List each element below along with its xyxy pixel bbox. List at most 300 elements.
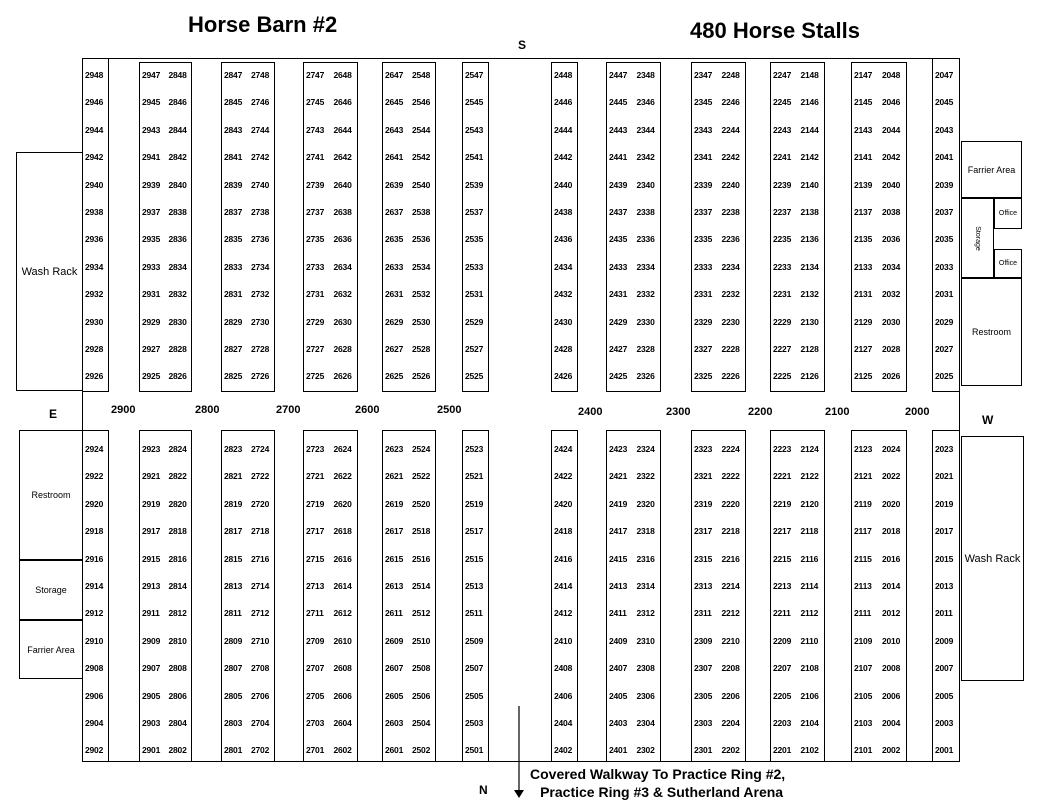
stall-number: 2416 [554, 553, 573, 564]
stall-number: 2007 [935, 663, 954, 674]
stall-column [606, 62, 661, 392]
stall-number: 2247 [773, 70, 792, 80]
stall-number: 2804 [168, 718, 187, 728]
stall-number: 2747 [306, 70, 325, 80]
stall-number: 2842 [168, 152, 187, 163]
stall-number: 2314 [636, 581, 655, 591]
stall-number: 2634 [333, 261, 352, 272]
stall-number: 2112 [800, 608, 819, 619]
stall-number: 2428 [554, 344, 573, 354]
stall-number: 2203 [773, 718, 792, 728]
stall-number: 2946 [85, 97, 104, 108]
stall-number: 2711 [306, 608, 324, 619]
stall-number: 2323 [694, 444, 713, 454]
stall-number: 2720 [251, 498, 270, 509]
stall-number: 2305 [694, 690, 713, 701]
stall-number: 2514 [412, 581, 431, 591]
stall-number: 2819 [224, 498, 243, 509]
stall-number: 2610 [333, 635, 352, 646]
stall-number: 2831 [224, 289, 243, 300]
stall-number: 2235 [773, 234, 792, 245]
stall-number: 2910 [85, 635, 104, 646]
stall-number: 2326 [636, 371, 655, 382]
stall-number: 2823 [224, 444, 243, 454]
stall-number: 2713 [306, 581, 325, 591]
stall-number: 2832 [168, 289, 187, 300]
stall-number: 2929 [142, 316, 161, 327]
stall-number: 2442 [554, 152, 573, 163]
aisle-label: 2800 [195, 404, 220, 416]
restroom-right-label: Restroom [971, 327, 1011, 337]
stall-number: 2045 [935, 97, 954, 108]
stall-number: 2208 [721, 663, 740, 674]
stall-number: 2429 [609, 316, 628, 327]
stall-number: 2025 [935, 371, 954, 382]
stall-number: 2130 [800, 316, 819, 327]
stall-number: 2616 [333, 553, 352, 564]
stall-number: 2731 [306, 289, 325, 300]
stall-number: 2507 [465, 663, 484, 674]
stall-number: 2719 [306, 498, 325, 509]
stall-number: 2903 [142, 718, 161, 728]
stall-number: 2717 [306, 526, 325, 537]
stall-number: 2635 [385, 234, 404, 245]
stall-number: 2205 [773, 690, 792, 701]
stall-number: 2307 [694, 663, 713, 674]
stall-number: 2841 [224, 152, 243, 163]
stall-number: 2317 [694, 526, 713, 537]
stall-number: 2919 [142, 498, 161, 509]
walkway-label-line1: Covered Walkway To Practice Ring #2, [530, 766, 786, 782]
stall-number: 2721 [306, 471, 325, 482]
stall-number: 2301 [694, 745, 713, 756]
stall-number: 2706 [251, 690, 270, 701]
restroom-left-label: Restroom [31, 490, 71, 500]
stall-number: 2818 [168, 526, 187, 537]
stall-number: 2306 [636, 690, 655, 701]
stall-number: 2928 [85, 344, 104, 354]
stall-number: 2532 [412, 289, 431, 300]
stall-number: 2503 [465, 718, 484, 728]
stall-number: 2342 [636, 152, 655, 163]
stall-number: 2115 [854, 553, 872, 564]
stall-number: 2737 [306, 207, 325, 217]
stall-number: 2938 [85, 207, 104, 217]
stall-number: 2808 [168, 663, 187, 674]
compass-south: S [518, 38, 527, 52]
stall-number: 2937 [142, 207, 161, 217]
stall-number: 2834 [168, 261, 187, 272]
stall-number: 2129 [854, 316, 873, 327]
stall-number: 2412 [554, 608, 573, 619]
stall-column [382, 62, 436, 392]
stall-number: 2636 [333, 234, 352, 245]
stall-number: 2420 [554, 498, 573, 509]
stall-number: 2729 [306, 316, 325, 327]
stall-number: 2102 [800, 745, 819, 756]
stall-number: 2609 [385, 635, 404, 646]
stall-number: 2111 [854, 608, 872, 619]
stall-number: 2204 [721, 718, 740, 728]
stall-number: 2701 [306, 745, 325, 756]
stall-number: 2432 [554, 289, 573, 300]
stall-number: 2113 [854, 581, 872, 591]
stall-number: 2425 [609, 371, 628, 382]
stall-number: 2437 [609, 207, 628, 217]
stall-number: 2144 [800, 124, 819, 135]
stall-number: 2234 [721, 261, 740, 272]
stall-number: 2023 [935, 444, 954, 454]
stall-number: 2012 [882, 608, 901, 619]
stall-number: 2821 [224, 471, 243, 482]
stall-number: 2015 [935, 553, 954, 564]
stall-number: 2714 [251, 581, 270, 591]
stall-number: 2110 [800, 635, 819, 646]
office-top [994, 198, 1022, 229]
stall-number: 2020 [882, 498, 901, 509]
stall-number: 2931 [142, 289, 161, 300]
stall-number: 2013 [935, 581, 954, 591]
stall-number: 2623 [385, 444, 404, 454]
stall-number: 2223 [773, 444, 792, 454]
stall-number: 2417 [609, 526, 628, 537]
farrier-area-left [19, 620, 83, 679]
aisle-label: 2400 [578, 406, 603, 418]
stall-number: 2722 [251, 471, 270, 482]
stall-number: 2643 [385, 124, 404, 135]
stall-number: 2941 [142, 152, 161, 163]
stall-number: 2520 [412, 498, 431, 509]
stall-number: 2947 [142, 70, 161, 80]
stall-number: 2423 [609, 444, 628, 454]
stall-count-title: 480 Horse Stalls [690, 18, 860, 43]
aisle-label: 2300 [666, 406, 691, 418]
stall-number: 2216 [721, 553, 740, 564]
stall-number: 2447 [609, 70, 628, 80]
stall-number: 2213 [773, 581, 792, 591]
stall-number: 2835 [224, 234, 243, 245]
stall-number: 2920 [85, 498, 104, 509]
stall-number: 2626 [333, 371, 352, 382]
stall-number: 2404 [554, 718, 573, 728]
stall-number: 2411 [609, 608, 627, 619]
stall-number: 2439 [609, 179, 628, 190]
farrier-area-right-label: Farrier Area [967, 164, 1016, 175]
stall-number: 2740 [251, 179, 270, 190]
stall-number: 2646 [333, 97, 352, 108]
stall-number: 2942 [85, 152, 104, 163]
stall-number: 2518 [412, 526, 431, 537]
stall-number: 2435 [609, 234, 628, 245]
stall-number: 2908 [85, 663, 104, 674]
stall-number: 2014 [882, 581, 901, 591]
farrier-area-left-label: Farrier Area [27, 644, 75, 655]
stall-number: 2017 [935, 526, 954, 537]
stall-number: 2906 [85, 690, 104, 701]
stall-number: 2139 [854, 179, 873, 190]
stall-number: 2040 [882, 179, 901, 190]
stall-number: 2733 [306, 261, 325, 272]
stall-number: 2236 [721, 234, 740, 245]
stall-number: 2724 [251, 444, 270, 454]
stall-number: 2521 [465, 471, 484, 482]
stall-number: 2334 [636, 261, 655, 272]
stall-column [691, 62, 746, 392]
stall-number: 2922 [85, 471, 104, 482]
stall-number: 2909 [142, 635, 161, 646]
stall-number: 2136 [800, 234, 819, 245]
stall-column [551, 62, 578, 392]
stall-number: 2315 [694, 553, 713, 564]
stall-number: 2707 [306, 663, 325, 674]
stall-number: 2844 [168, 124, 187, 135]
stall-number: 2824 [168, 444, 187, 454]
stall-number: 2712 [251, 608, 270, 619]
storage-left [19, 560, 83, 620]
stall-number: 2148 [800, 70, 819, 80]
stall-number: 2319 [694, 498, 713, 509]
stall-number: 2814 [168, 581, 187, 591]
stall-number: 2732 [251, 289, 270, 300]
stall-number: 2125 [854, 371, 873, 382]
stall-number: 2619 [385, 498, 404, 509]
stall-number: 2438 [554, 207, 573, 217]
stall-number: 2302 [636, 745, 655, 756]
stall-number: 2710 [251, 635, 270, 646]
stall-number: 2923 [142, 444, 161, 454]
stall-number: 2401 [609, 745, 628, 756]
stall-number: 2536 [412, 234, 431, 245]
stall-number: 2201 [773, 745, 792, 756]
stall-number: 2434 [554, 261, 573, 272]
stall-column [462, 62, 489, 392]
stall-number: 2837 [224, 207, 243, 217]
aisle-label: 2200 [748, 406, 773, 418]
stall-number: 2744 [251, 124, 270, 135]
stall-number: 2215 [773, 553, 792, 564]
stall-number: 2448 [554, 70, 573, 80]
stall-number: 2107 [854, 663, 873, 674]
stall-number: 2901 [142, 745, 161, 756]
stall-number: 2210 [721, 635, 740, 646]
stall-number: 2332 [636, 289, 655, 300]
stall-number: 2716 [251, 553, 270, 564]
stall-number: 2445 [609, 97, 628, 108]
stall-number: 2628 [333, 344, 352, 354]
stall-number: 2828 [168, 344, 187, 354]
stall-number: 2313 [694, 581, 713, 591]
stall-number: 2408 [554, 663, 573, 674]
compass-north: N [479, 783, 488, 797]
stall-number: 2736 [251, 234, 270, 245]
stall-number: 2244 [721, 124, 740, 135]
stall-number: 2036 [882, 234, 901, 245]
wash-rack-right-label: Wash Rack [964, 552, 1021, 565]
stall-number: 2322 [636, 471, 655, 482]
stall-number: 2048 [882, 70, 901, 80]
stall-number: 2524 [412, 444, 431, 454]
stall-number: 2109 [854, 635, 873, 646]
stall-number: 2517 [465, 526, 484, 537]
stall-number: 2547 [465, 70, 484, 80]
stall-number: 2531 [465, 289, 484, 300]
stall-number: 2343 [694, 124, 713, 135]
stall-number: 2704 [251, 718, 270, 728]
stall-number: 2641 [385, 152, 404, 163]
stall-number: 2639 [385, 179, 404, 190]
stall-number: 2510 [412, 635, 431, 646]
stall-number: 2723 [306, 444, 325, 454]
stall-number: 2303 [694, 718, 713, 728]
stall-number: 2406 [554, 690, 573, 701]
stall-number: 2126 [800, 371, 819, 382]
stall-number: 2529 [465, 316, 484, 327]
stall-number: 2002 [882, 745, 901, 756]
stall-number: 2603 [385, 718, 404, 728]
stall-number: 2147 [854, 70, 873, 80]
stall-number: 2034 [882, 261, 901, 272]
stall-number: 2022 [882, 471, 901, 482]
stall-number: 2346 [636, 97, 655, 108]
stall-number: 2221 [773, 471, 792, 482]
stall-number: 2333 [694, 261, 713, 272]
walkway-label-line2: Practice Ring #3 & Sutherland Arena [540, 784, 784, 800]
stall-number: 2106 [800, 690, 819, 701]
stall-number: 2725 [306, 371, 325, 382]
aisle-label: 2700 [276, 404, 301, 416]
stall-number: 2248 [721, 70, 740, 80]
stall-number: 2601 [385, 745, 404, 756]
stall-number: 2029 [935, 316, 954, 327]
stall-number: 2748 [251, 70, 270, 80]
stall-number: 2541 [465, 152, 484, 163]
stall-number: 2339 [694, 179, 713, 190]
wash-rack-left [16, 152, 83, 391]
stall-number: 2916 [85, 553, 104, 564]
stall-number: 2019 [935, 498, 954, 509]
stall-number: 2806 [168, 690, 187, 701]
stall-number: 2904 [85, 718, 104, 728]
stall-number: 2246 [721, 97, 740, 108]
stall-number: 2146 [800, 97, 819, 108]
stall-number: 2018 [882, 526, 901, 537]
stall-number: 2240 [721, 179, 740, 190]
stall-number: 2718 [251, 526, 270, 537]
restroom-right [961, 278, 1022, 386]
stall-number: 2242 [721, 152, 740, 163]
stall-number: 2830 [168, 316, 187, 327]
stall-number: 2043 [935, 124, 954, 135]
stall-number: 2812 [168, 608, 187, 619]
stall-number: 2345 [694, 97, 713, 108]
stall-number: 2921 [142, 471, 161, 482]
stall-number: 2427 [609, 344, 628, 354]
stall-number: 2815 [224, 553, 243, 564]
stall-number: 2344 [636, 124, 655, 135]
stall-number: 2010 [882, 635, 901, 646]
stall-number: 2930 [85, 316, 104, 327]
stall-number: 2516 [412, 553, 431, 564]
stall-number: 2027 [935, 344, 954, 354]
stall-number: 2809 [224, 635, 243, 646]
stall-number: 2613 [385, 581, 404, 591]
stall-number: 2801 [224, 745, 243, 756]
stall-number: 2944 [85, 124, 104, 135]
stall-number: 2644 [333, 124, 352, 135]
stall-number: 2032 [882, 289, 901, 300]
stall-number: 2512 [412, 608, 431, 619]
walkway-arrow-icon [513, 706, 525, 798]
stall-number: 2227 [773, 344, 792, 354]
stall-number: 2230 [721, 316, 740, 327]
stall-number: 2917 [142, 526, 161, 537]
stall-number: 2730 [251, 316, 270, 327]
stall-number: 2318 [636, 526, 655, 537]
stall-number: 2403 [609, 718, 628, 728]
stall-number: 2231 [773, 289, 792, 300]
stall-number: 2513 [465, 581, 484, 591]
stall-number: 2124 [800, 444, 819, 454]
stall-number: 2523 [465, 444, 484, 454]
stall-number: 2805 [224, 690, 243, 701]
storage-right [961, 198, 994, 278]
stall-number: 2738 [251, 207, 270, 217]
stall-number: 2026 [882, 371, 901, 382]
stall-number: 2817 [224, 526, 243, 537]
stall-number: 2539 [465, 179, 484, 190]
stall-number: 2337 [694, 207, 713, 217]
stall-number: 2637 [385, 207, 404, 217]
stall-number: 2803 [224, 718, 243, 728]
stall-number: 2308 [636, 663, 655, 674]
stall-number: 2005 [935, 690, 954, 701]
stall-number: 2225 [773, 371, 792, 382]
stall-number: 2548 [412, 70, 431, 80]
stall-number: 2847 [224, 70, 243, 80]
stall-number: 2422 [554, 471, 573, 482]
stall-number: 2431 [609, 289, 628, 300]
stall-number: 2742 [251, 152, 270, 163]
stall-number: 2546 [412, 97, 431, 108]
stall-number: 2414 [554, 581, 573, 591]
aisle-label: 2900 [111, 404, 136, 416]
stall-number: 2320 [636, 498, 655, 509]
compass-west: W [982, 413, 994, 427]
stall-number: 2245 [773, 97, 792, 108]
stall-number: 2341 [694, 152, 713, 163]
stall-number: 2545 [465, 97, 484, 108]
stall-number: 2602 [333, 745, 352, 756]
stall-number: 2534 [412, 261, 431, 272]
stall-number: 2502 [412, 745, 431, 756]
stall-number: 2028 [882, 344, 901, 354]
stall-number: 2042 [882, 152, 901, 163]
stall-number: 2041 [935, 152, 954, 163]
stall-number: 2021 [935, 471, 954, 482]
stall-number: 2330 [636, 316, 655, 327]
stall-number: 2627 [385, 344, 404, 354]
stall-number: 2826 [168, 371, 187, 382]
stall-number: 2321 [694, 471, 713, 482]
stall-number: 2948 [85, 70, 104, 80]
stall-number: 2137 [854, 207, 873, 217]
stall-number: 2335 [694, 234, 713, 245]
stall-number: 2312 [636, 608, 655, 619]
stall-number: 2504 [412, 718, 431, 728]
stall-number: 2220 [721, 498, 740, 509]
stall-number: 2924 [85, 444, 104, 454]
stall-number: 2004 [882, 718, 901, 728]
